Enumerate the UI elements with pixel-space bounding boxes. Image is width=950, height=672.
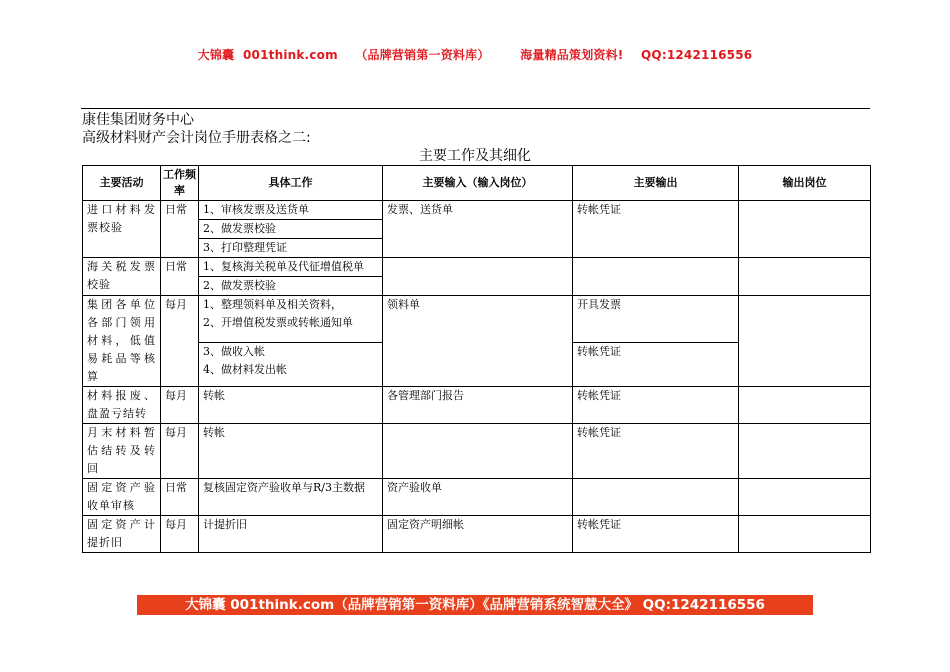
cell-output — [573, 258, 739, 296]
task-line: 3、做收入帐 — [203, 344, 265, 358]
col-header-frequency: 工作频率 — [161, 166, 199, 201]
cell-frequency: 每月 — [161, 387, 199, 424]
cell-task: 2、做发票校验 — [199, 220, 383, 239]
cell-input — [383, 258, 573, 296]
duties-table — [82, 165, 871, 553]
form-title: 高级材料财产会计岗位手册表格之二: — [82, 130, 311, 146]
table-row — [83, 424, 871, 479]
cell-output — [573, 479, 739, 516]
table-row — [83, 387, 871, 424]
cell-activity: 集团各单位各部门领用材料，低值易耗品等核算 — [83, 296, 161, 387]
col-header-output: 主要输出 — [573, 166, 739, 201]
cell-task: 复核固定资产验收单与R/3主数据 — [199, 479, 383, 516]
cell-activity: 海关税发票校验 — [83, 258, 161, 296]
cell-task: 2、做发票校验 — [199, 277, 383, 296]
cell-task: 计提折旧 — [199, 516, 383, 553]
cell-frequency: 每月 — [161, 424, 199, 479]
col-header-tasks: 具体工作 — [199, 166, 383, 201]
cell-task-group — [199, 296, 383, 343]
cell-output-post — [739, 516, 871, 553]
cell-input: 领料单 — [383, 296, 573, 387]
cell-activity: 固定资产验收单审核 — [83, 479, 161, 516]
cell-output-post — [739, 258, 871, 296]
cell-activity: 材料报废、盘盈亏结转 — [83, 387, 161, 424]
cell-output: 转帐凭证 — [573, 387, 739, 424]
cell-activity: 进口材料发票校验 — [83, 201, 161, 258]
task-line: 2、开增值税发票或转帐通知单 — [203, 316, 353, 329]
cell-task: 转帐 — [199, 387, 383, 424]
cell-activity: 固定资产计提折旧 — [83, 516, 161, 553]
cell-output: 转帐凭证 — [573, 424, 739, 479]
cell-task-group — [199, 342, 383, 386]
cell-task: 3、打印整理凭证 — [199, 239, 383, 258]
cell-output-post — [739, 296, 871, 387]
cell-output-post — [739, 387, 871, 424]
table-row — [83, 296, 871, 343]
cell-input: 固定资产明细帐 — [383, 516, 573, 553]
banner-brand: 大锦囊 001think.com — [197, 48, 338, 62]
col-header-activity: 主要活动 — [83, 166, 161, 201]
task-line: 4、做材料发出帐 — [203, 362, 287, 376]
cell-output: 转帐凭证 — [573, 201, 739, 258]
table-row — [83, 516, 871, 553]
cell-input — [383, 424, 573, 479]
cell-activity: 月末材料暂估结转及转回 — [83, 424, 161, 479]
table-caption: 主要工作及其细化 — [419, 148, 531, 164]
banner-qq: QQ:1242116556 — [641, 48, 753, 62]
table-header-row — [83, 166, 871, 201]
cell-frequency: 日常 — [161, 201, 199, 258]
banner-tagline: （品牌营销第一资料库） — [355, 48, 490, 62]
table-row — [83, 258, 871, 277]
cell-output: 开具发票 — [573, 296, 739, 343]
task-line: 1、整理领料单及相关资料， — [203, 298, 342, 311]
cell-task: 1、复核海关税单及代征增值税单 — [199, 258, 383, 277]
col-header-output-post: 输出岗位 — [739, 166, 871, 201]
banner-promo: 海量精品策划资料! — [520, 48, 624, 62]
cell-frequency: 每月 — [161, 516, 199, 553]
col-header-input: 主要输入（输入岗位） — [383, 166, 573, 201]
cell-input: 各管理部门报告 — [383, 387, 573, 424]
header-rule — [81, 108, 870, 109]
cell-output-post — [739, 479, 871, 516]
cell-frequency: 每月 — [161, 296, 199, 387]
cell-task: 转帐 — [199, 424, 383, 479]
cell-output-post — [739, 424, 871, 479]
cell-input: 发票、送货单 — [383, 201, 573, 258]
cell-input: 资产验收单 — [383, 479, 573, 516]
table-row — [83, 479, 871, 516]
cell-frequency: 日常 — [161, 258, 199, 296]
organization-name: 康佳集团财务中心 — [82, 112, 194, 128]
cell-output: 转帐凭证 — [573, 516, 739, 553]
cell-task: 1、审核发票及送货单 — [199, 201, 383, 220]
cell-output-post — [739, 201, 871, 258]
table-row — [83, 201, 871, 220]
cell-frequency: 日常 — [161, 479, 199, 516]
top-watermark-banner — [0, 46, 950, 63]
bottom-watermark-banner: 大锦囊 001think.com（品牌营销第一资料库）《品牌营销系统智慧大全》 QQ:1242116556 — [137, 595, 813, 615]
cell-output: 转帐凭证 — [573, 342, 739, 386]
